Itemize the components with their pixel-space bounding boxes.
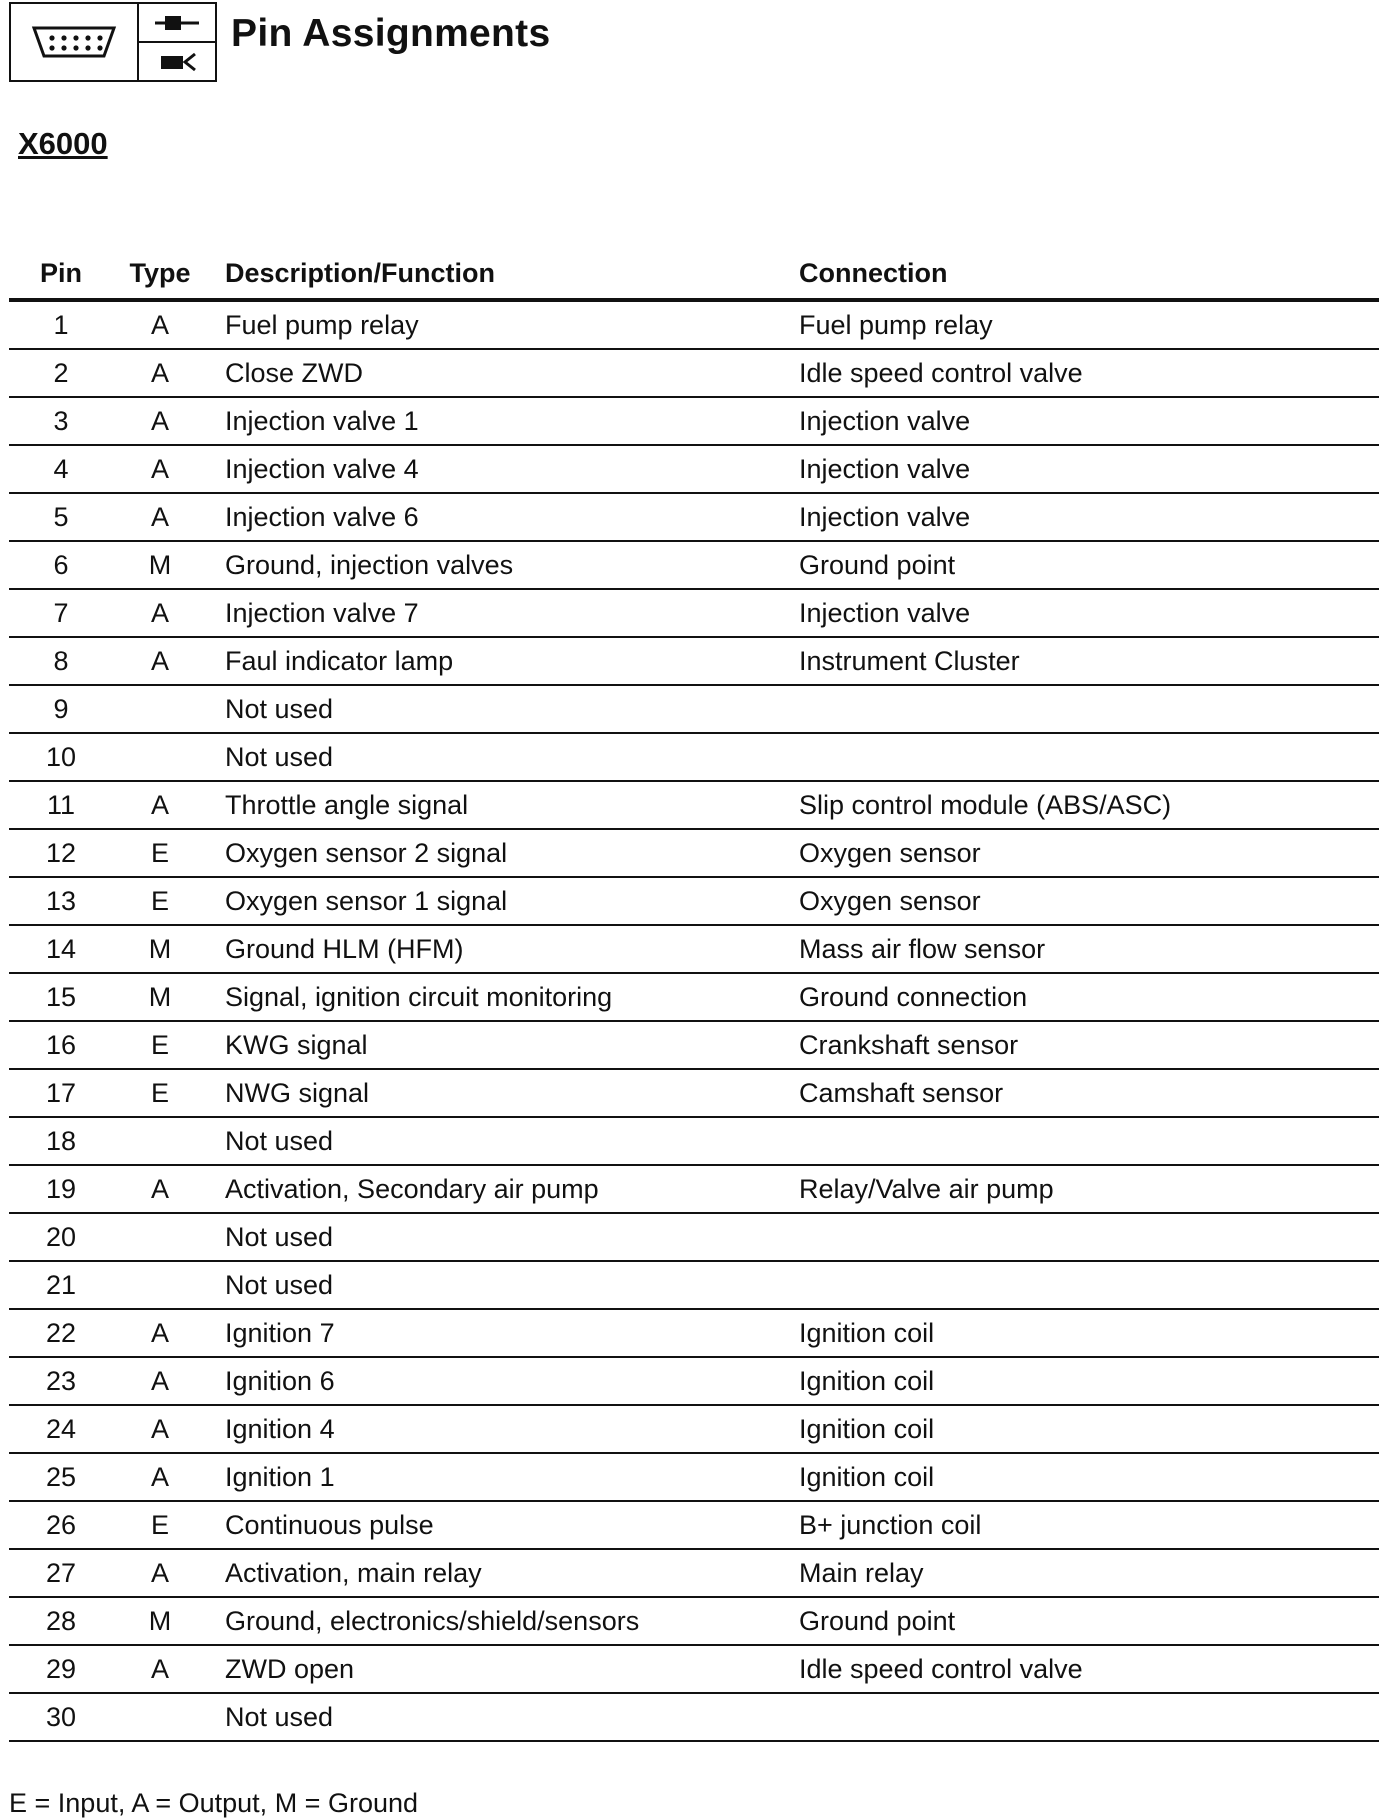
pin-cell: 3 xyxy=(9,397,113,445)
description-cell: Continuous pulse xyxy=(207,1501,799,1549)
type-cell xyxy=(113,1261,207,1309)
table-row xyxy=(9,1069,1379,1117)
pin-cell: 19 xyxy=(9,1165,113,1213)
pin-cell: 29 xyxy=(9,1645,113,1693)
type-cell: E xyxy=(113,877,207,925)
connection-cell: Crankshaft sensor xyxy=(799,1021,1379,1069)
table-row xyxy=(9,1501,1379,1549)
connection-cell: Injection valve xyxy=(799,589,1379,637)
type-cell: E xyxy=(113,1501,207,1549)
table-row xyxy=(9,589,1379,637)
pin-cell: 9 xyxy=(9,685,113,733)
table-row xyxy=(9,445,1379,493)
table-row xyxy=(9,1213,1379,1261)
pin-cell: 8 xyxy=(9,637,113,685)
description-cell: Injection valve 6 xyxy=(207,493,799,541)
description-cell: Not used xyxy=(207,685,799,733)
connector-icon xyxy=(28,22,120,62)
pin-cell: 23 xyxy=(9,1357,113,1405)
connection-cell: Ignition coil xyxy=(799,1453,1379,1501)
connection-cell: Injection valve xyxy=(799,397,1379,445)
pin-cell: 28 xyxy=(9,1597,113,1645)
type-cell: A xyxy=(113,1549,207,1597)
description-cell: Injection valve 4 xyxy=(207,445,799,493)
pin-cell: 2 xyxy=(9,349,113,397)
socket-icon-cell xyxy=(139,43,215,80)
legend: E = Input, A = Output, M = Ground xyxy=(9,1788,419,1818)
table-row xyxy=(9,1549,1379,1597)
pin-table xyxy=(9,248,1379,1742)
connector-id: X6000 xyxy=(18,126,108,161)
type-cell xyxy=(113,1693,207,1741)
table-row xyxy=(9,493,1379,541)
table-row xyxy=(9,300,1379,349)
description-cell: Ignition 6 xyxy=(207,1357,799,1405)
pin-cell: 15 xyxy=(9,973,113,1021)
connection-cell: Ignition coil xyxy=(799,1357,1379,1405)
description-cell: Throttle angle signal xyxy=(207,781,799,829)
type-cell: E xyxy=(113,1021,207,1069)
table-row xyxy=(9,1021,1379,1069)
type-cell: M xyxy=(113,1597,207,1645)
pin-cell: 26 xyxy=(9,1501,113,1549)
pin-cell: 25 xyxy=(9,1453,113,1501)
table-row xyxy=(9,1261,1379,1309)
connection-cell: Ignition coil xyxy=(799,1309,1379,1357)
header-icon-box xyxy=(9,2,217,82)
table-row xyxy=(9,781,1379,829)
pin-cell: 12 xyxy=(9,829,113,877)
table-row xyxy=(9,925,1379,973)
description-cell: Not used xyxy=(207,1117,799,1165)
type-cell: A xyxy=(113,781,207,829)
pin-cell: 30 xyxy=(9,1693,113,1741)
type-cell: A xyxy=(113,445,207,493)
description-cell: Close ZWD xyxy=(207,349,799,397)
connection-cell: Ground connection xyxy=(799,973,1379,1021)
connector-icon-cell xyxy=(11,4,139,80)
type-cell: A xyxy=(113,397,207,445)
connection-cell: Fuel pump relay xyxy=(799,300,1379,349)
description-cell: Injection valve 1 xyxy=(207,397,799,445)
connection-cell: Mass air flow sensor xyxy=(799,925,1379,973)
table-row xyxy=(9,829,1379,877)
connection-cell: B+ junction coil xyxy=(799,1501,1379,1549)
table-row xyxy=(9,637,1379,685)
connection-cell xyxy=(799,685,1379,733)
description-cell: Oxygen sensor 1 signal xyxy=(207,877,799,925)
connection-cell: Oxygen sensor xyxy=(799,829,1379,877)
type-cell: E xyxy=(113,829,207,877)
description-cell: Activation, main relay xyxy=(207,1549,799,1597)
description-cell: NWG signal xyxy=(207,1069,799,1117)
table-row xyxy=(9,685,1379,733)
connection-cell: Relay/Valve air pump xyxy=(799,1165,1379,1213)
type-cell: A xyxy=(113,300,207,349)
connection-cell: Oxygen sensor xyxy=(799,877,1379,925)
table-row xyxy=(9,541,1379,589)
type-cell: A xyxy=(113,1165,207,1213)
description-cell: Injection valve 7 xyxy=(207,589,799,637)
connection-cell xyxy=(799,1693,1379,1741)
socket-icon xyxy=(151,50,203,74)
pin-cell: 24 xyxy=(9,1405,113,1453)
description-cell: Ground HLM (HFM) xyxy=(207,925,799,973)
pin-plug-icon xyxy=(151,11,203,35)
pin-cell: 14 xyxy=(9,925,113,973)
pin-cell: 17 xyxy=(9,1069,113,1117)
description-cell: Ignition 1 xyxy=(207,1453,799,1501)
description-cell: Not used xyxy=(207,1261,799,1309)
table-header-row xyxy=(9,248,1379,300)
type-cell: A xyxy=(113,1453,207,1501)
description-cell: Signal, ignition circuit monitoring xyxy=(207,973,799,1021)
type-cell: A xyxy=(113,1357,207,1405)
table-row xyxy=(9,973,1379,1021)
table-body xyxy=(9,300,1379,1741)
connection-cell: Idle speed control valve xyxy=(799,349,1379,397)
pin-cell: 16 xyxy=(9,1021,113,1069)
type-cell: E xyxy=(113,1069,207,1117)
type-cell: A xyxy=(113,637,207,685)
pin-cell: 20 xyxy=(9,1213,113,1261)
description-cell: Fuel pump relay xyxy=(207,300,799,349)
table-row xyxy=(9,397,1379,445)
connection-cell: Main relay xyxy=(799,1549,1379,1597)
type-cell: A xyxy=(113,493,207,541)
connection-cell: Ground point xyxy=(799,1597,1379,1645)
table-row xyxy=(9,877,1379,925)
description-cell: Ground, injection valves xyxy=(207,541,799,589)
type-cell: A xyxy=(113,1309,207,1357)
page-title: Pin Assignments xyxy=(231,12,551,55)
pin-cell: 11 xyxy=(9,781,113,829)
description-cell: Ignition 7 xyxy=(207,1309,799,1357)
description-cell: Oxygen sensor 2 signal xyxy=(207,829,799,877)
table-row xyxy=(9,1117,1379,1165)
description-cell: ZWD open xyxy=(207,1645,799,1693)
connection-cell: Instrument Cluster xyxy=(799,637,1379,685)
type-cell xyxy=(113,1117,207,1165)
type-cell xyxy=(113,685,207,733)
connection-cell: Ground point xyxy=(799,541,1379,589)
pin-cell: 13 xyxy=(9,877,113,925)
table-row xyxy=(9,1165,1379,1213)
description-cell: Ignition 4 xyxy=(207,1405,799,1453)
column-header-description: Description/Function xyxy=(207,248,799,300)
table-row xyxy=(9,1405,1379,1453)
table-row xyxy=(9,1597,1379,1645)
description-cell: Activation, Secondary air pump xyxy=(207,1165,799,1213)
connection-cell: Ignition coil xyxy=(799,1405,1379,1453)
table-row xyxy=(9,1309,1379,1357)
connection-cell xyxy=(799,1261,1379,1309)
table-row xyxy=(9,733,1379,781)
type-cell: M xyxy=(113,541,207,589)
connection-cell: Camshaft sensor xyxy=(799,1069,1379,1117)
connection-cell xyxy=(799,1117,1379,1165)
description-cell: Not used xyxy=(207,1213,799,1261)
pin-cell: 6 xyxy=(9,541,113,589)
type-cell xyxy=(113,733,207,781)
description-cell: KWG signal xyxy=(207,1021,799,1069)
description-cell: Not used xyxy=(207,733,799,781)
table-row xyxy=(9,1453,1379,1501)
type-cell: M xyxy=(113,925,207,973)
table-row xyxy=(9,1645,1379,1693)
pin-cell: 21 xyxy=(9,1261,113,1309)
type-cell: A xyxy=(113,1405,207,1453)
table-row xyxy=(9,1693,1379,1741)
connection-cell: Injection valve xyxy=(799,493,1379,541)
description-cell: Faul indicator lamp xyxy=(207,637,799,685)
connection-cell: Idle speed control valve xyxy=(799,1645,1379,1693)
pin-cell: 22 xyxy=(9,1309,113,1357)
pin-cell: 27 xyxy=(9,1549,113,1597)
type-cell: A xyxy=(113,349,207,397)
type-cell xyxy=(113,1213,207,1261)
connection-cell xyxy=(799,1213,1379,1261)
column-header-type: Type xyxy=(113,248,207,300)
description-cell: Not used xyxy=(207,1693,799,1741)
column-header-connection: Connection xyxy=(799,248,1379,300)
description-cell: Ground, electronics/shield/sensors xyxy=(207,1597,799,1645)
pin-cell: 4 xyxy=(9,445,113,493)
pin-cell: 18 xyxy=(9,1117,113,1165)
type-cell: A xyxy=(113,589,207,637)
pin-cell: 5 xyxy=(9,493,113,541)
connection-cell: Injection valve xyxy=(799,445,1379,493)
connection-cell xyxy=(799,733,1379,781)
table-row xyxy=(9,1357,1379,1405)
type-cell: A xyxy=(113,1645,207,1693)
type-cell: M xyxy=(113,973,207,1021)
pin-plug-icon-cell xyxy=(139,4,215,43)
column-header-pin: Pin xyxy=(9,248,113,300)
connection-cell: Slip control module (ABS/ASC) xyxy=(799,781,1379,829)
pin-cell: 7 xyxy=(9,589,113,637)
table-row xyxy=(9,349,1379,397)
pin-cell: 1 xyxy=(9,300,113,349)
pin-cell: 10 xyxy=(9,733,113,781)
